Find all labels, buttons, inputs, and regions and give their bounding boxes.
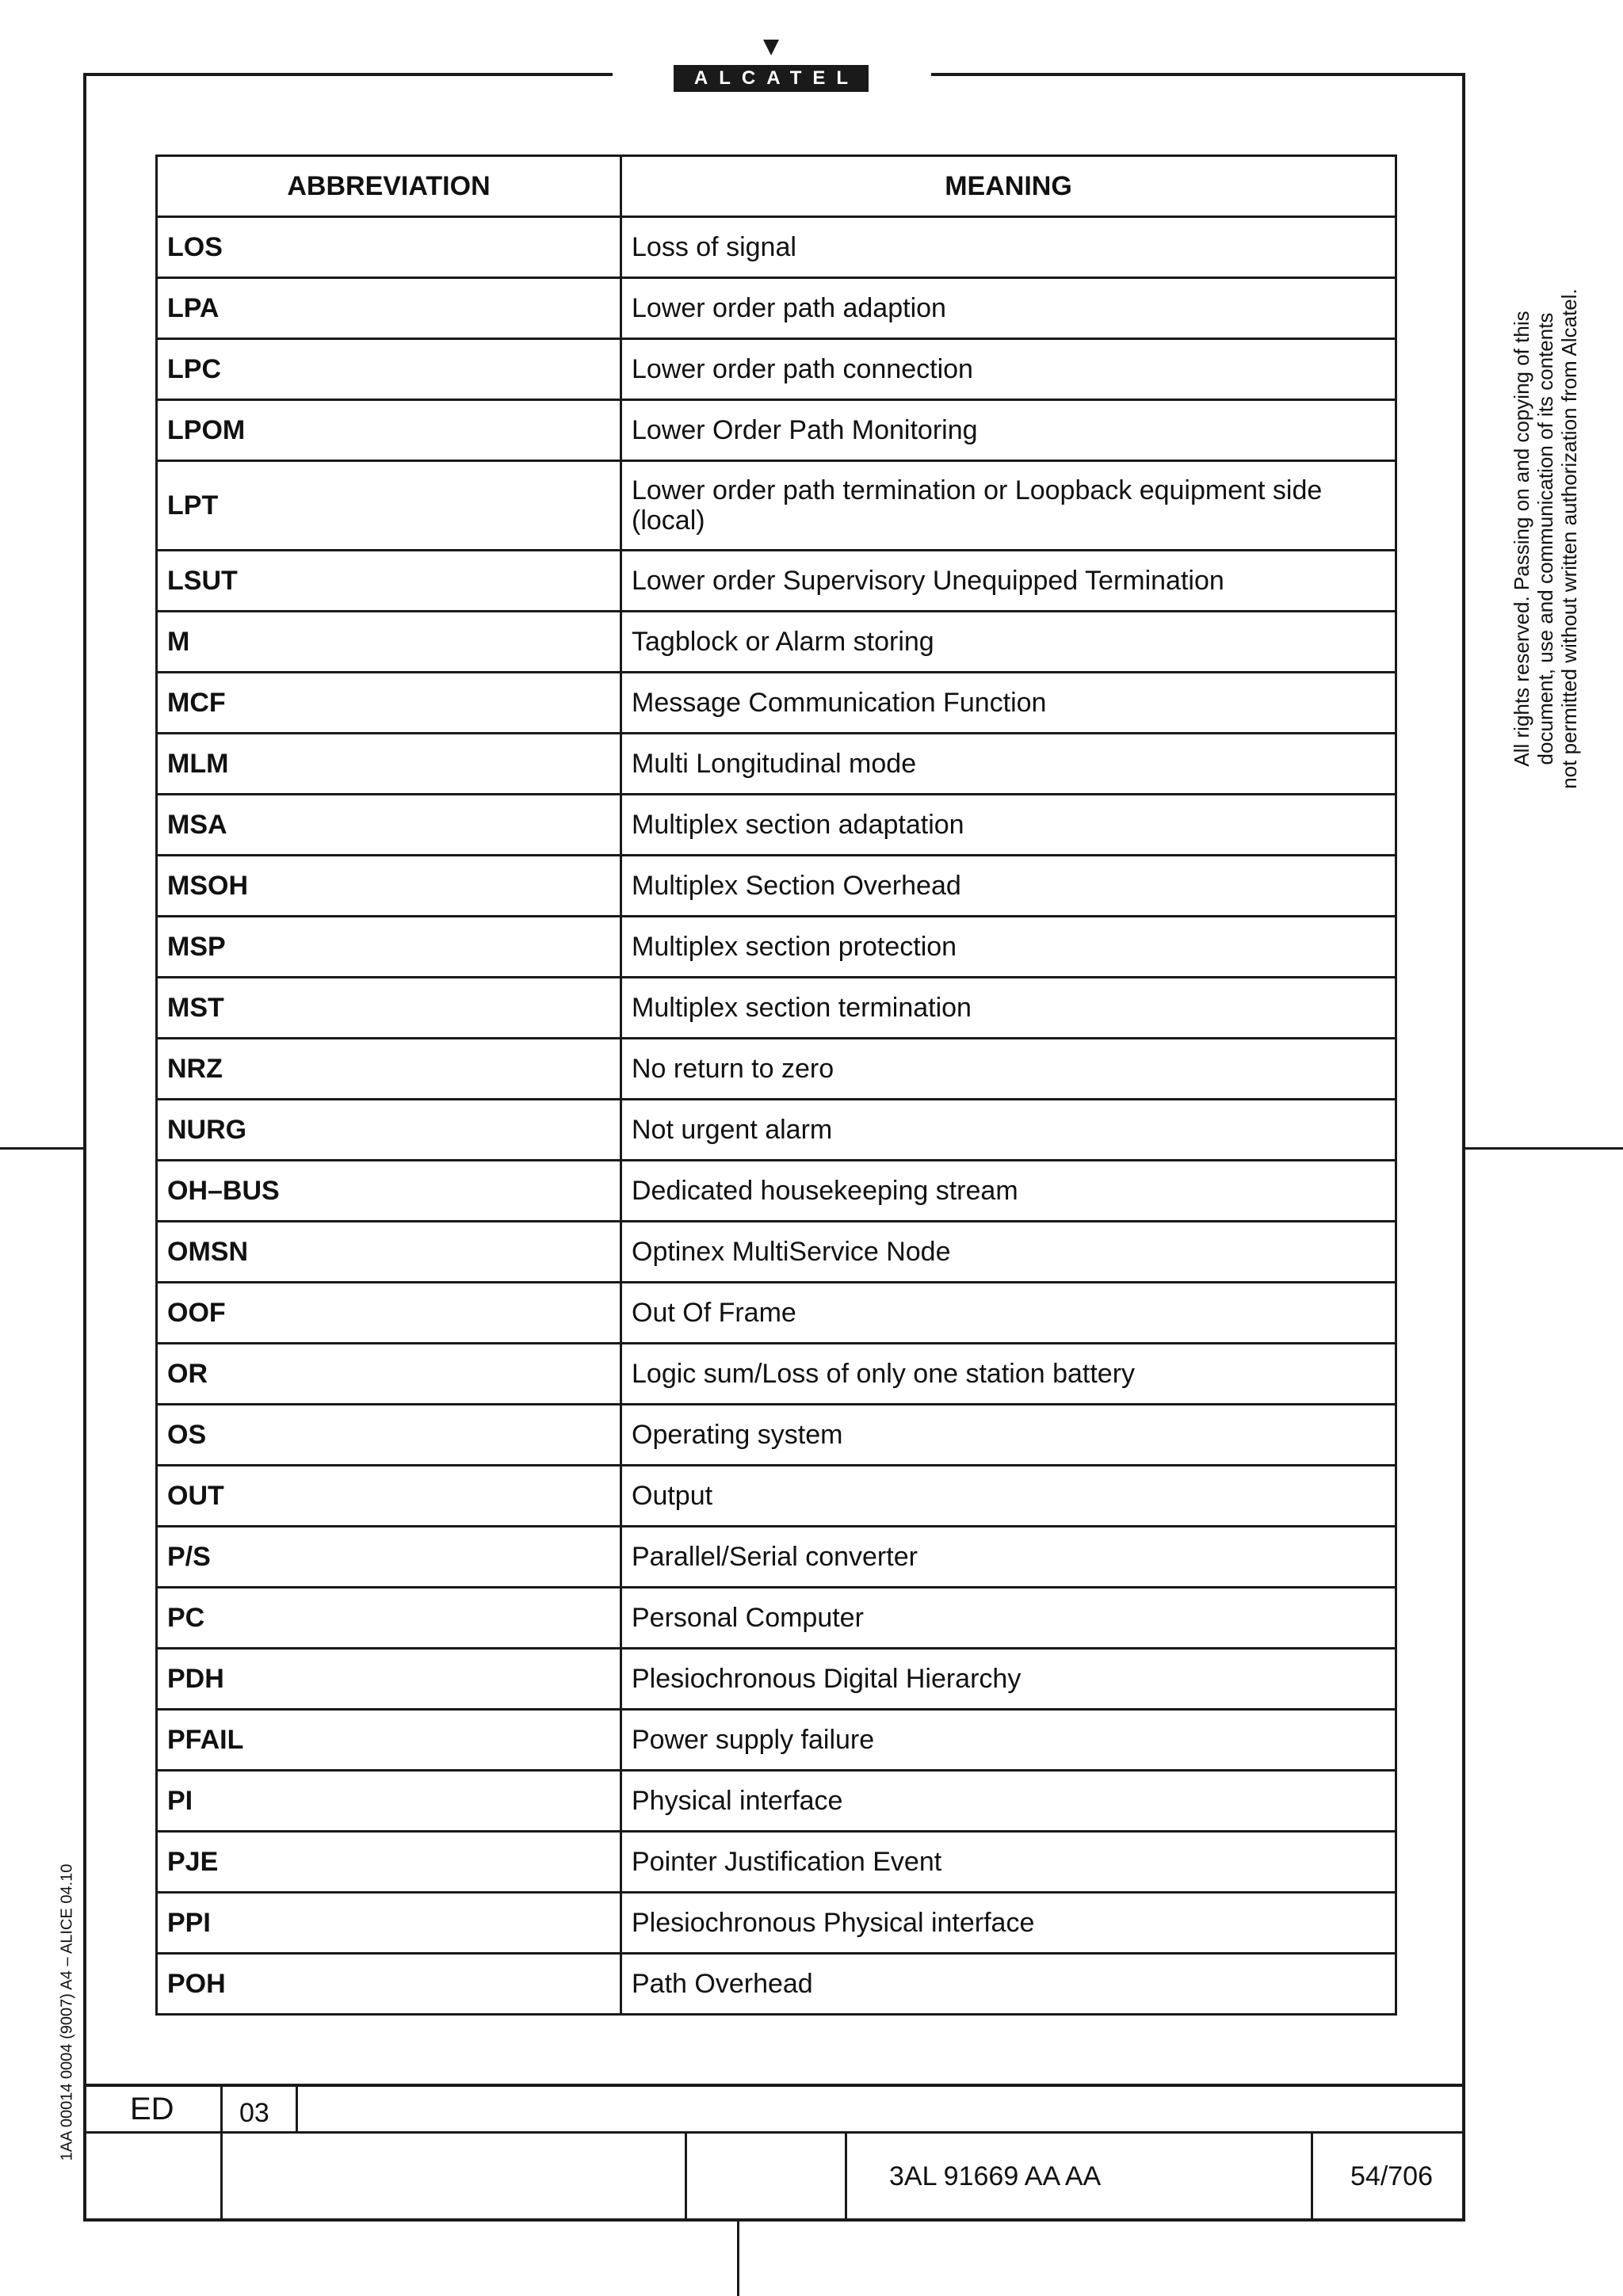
meaning-cell: Pointer Justification Event [621,1832,1396,1893]
table-row [157,1344,1396,1405]
table-row [157,1222,1396,1283]
table-row [157,1588,1396,1649]
meaning-cell: Multiplex section protection [621,917,1396,978]
meaning-cell: Lower order path termination or Loopback equipment side (local) [621,461,1396,551]
abbreviation-cell: OH–BUS [157,1161,621,1222]
meaning-cell: Path Overhead [621,1954,1396,2015]
meaning-cell: Output [621,1466,1396,1527]
table-row [157,1527,1396,1588]
logo-text: ALCATEL [674,65,869,92]
abbreviation-cell: OS [157,1405,621,1466]
abbreviation-cell: PDH [157,1649,621,1710]
meaning-cell: Parallel/Serial converter [621,1527,1396,1588]
abbreviation-cell: LOS [157,217,621,278]
rights-notice-line: All rights reserved. Passing on and copying of this [1510,311,1533,767]
frame-left-border [83,73,86,2222]
table-body [157,217,1396,2015]
meaning-cell: Tagblock or Alarm storing [621,612,1396,673]
table-row [157,673,1396,734]
abbreviation-cell: POH [157,1954,621,2015]
abbreviation-cell: LSUT [157,551,621,612]
table-row [157,1039,1396,1100]
meaning-cell: Lower order path connection [621,339,1396,400]
table-row [157,551,1396,612]
frame-top-border-left [83,73,613,76]
abbreviation-cell: MSP [157,917,621,978]
meaning-cell: Lower order path adaption [621,278,1396,339]
table-row [157,461,1396,551]
alcatel-logo [674,40,869,93]
abbreviation-cell: LPT [157,461,621,551]
footer-middle-rule [83,2131,1465,2134]
abbreviation-cell: MLM [157,734,621,795]
abbreviation-cell: M [157,612,621,673]
meaning-cell: Optinex MultiService Node [621,1222,1396,1283]
meaning-cell: Message Communication Function [621,673,1396,734]
footer-divider [1311,2133,1313,2220]
table-row [157,1954,1396,2015]
meaning-cell: Multiplex Section Overhead [621,856,1396,917]
table-row [157,400,1396,461]
table-row [157,217,1396,278]
table-row [157,1893,1396,1954]
frame-top-border-right [931,73,1465,76]
abbreviation-cell: MCF [157,673,621,734]
footer-top-rule [83,2084,1465,2087]
footer-divider [685,2133,687,2220]
footer-divider [220,2085,223,2220]
footer-divider [296,2085,298,2133]
fold-mark-right [1465,1147,1623,1150]
meaning-cell: Multiplex section adaptation [621,795,1396,856]
meaning-cell: Multiplex section termination [621,978,1396,1039]
meaning-cell: Out Of Frame [621,1283,1396,1344]
table-row [157,917,1396,978]
document-code: 3AL 91669 AA AA [889,2161,1102,2191]
fold-mark-left [0,1147,83,1150]
abbreviation-cell: MSA [157,795,621,856]
meaning-cell: Dedicated housekeeping stream [621,1161,1396,1222]
abbreviation-cell: OMSN [157,1222,621,1283]
header-abbreviation: ABBREVIATION [157,156,621,217]
abbreviation-cell: OOF [157,1283,621,1344]
table-row [157,734,1396,795]
abbreviation-cell: LPC [157,339,621,400]
table-row [157,1771,1396,1832]
meaning-cell: Plesiochronous Physical interface [621,1893,1396,1954]
abbreviation-cell: PFAIL [157,1710,621,1771]
abbreviation-cell: P/S [157,1527,621,1588]
meaning-cell: Personal Computer [621,1588,1396,1649]
header-meaning: MEANING [621,156,1396,217]
meaning-cell: Plesiochronous Digital Hierarchy [621,1649,1396,1710]
meaning-cell: Logic sum/Loss of only one station battery [621,1344,1396,1405]
form-code: 1AA 00014 0004 (9007) A4 – ALICE 04.10 [58,1863,76,2161]
meaning-cell: Multi Longitudinal mode [621,734,1396,795]
table-row [157,1283,1396,1344]
abbreviation-cell: OR [157,1344,621,1405]
table-row [157,1405,1396,1466]
table-row [157,339,1396,400]
table-row [157,1466,1396,1527]
rights-notice-line: not permitted without written authorization from Alcatel. [1557,288,1581,789]
abbreviation-cell: LPA [157,278,621,339]
logo-arrow-icon [763,40,779,55]
table-row [157,1649,1396,1710]
table-header-row [157,156,1396,217]
edition-label: ED [130,2092,174,2126]
meaning-cell: Loss of signal [621,217,1396,278]
page-number: 54/706 [1350,2161,1433,2191]
table-row [157,1832,1396,1893]
abbreviation-cell: MSOH [157,856,621,917]
table-row [157,978,1396,1039]
abbreviation-cell: PC [157,1588,621,1649]
abbreviation-cell: PI [157,1771,621,1832]
abbreviation-cell: NURG [157,1100,621,1161]
table-row [157,1710,1396,1771]
table-row [157,278,1396,339]
rights-notice-line: document, use and communication of its contents [1533,312,1557,765]
table-row [157,856,1396,917]
fold-mark-bottom [737,2222,739,2296]
abbreviation-cell: PJE [157,1832,621,1893]
meaning-cell: Physical interface [621,1771,1396,1832]
table-row [157,612,1396,673]
abbreviation-cell: PPI [157,1893,621,1954]
abbreviation-table [155,154,1397,2016]
meaning-cell: No return to zero [621,1039,1396,1100]
meaning-cell: Power supply failure [621,1710,1396,1771]
table-row [157,795,1396,856]
rights-notice [1510,261,1581,816]
table-row [157,1100,1396,1161]
table-row [157,1161,1396,1222]
meaning-cell: Not urgent alarm [621,1100,1396,1161]
frame-bottom-border [83,2218,1465,2222]
meaning-cell: Operating system [621,1405,1396,1466]
edition-number: 03 [239,2098,269,2128]
meaning-cell: Lower Order Path Monitoring [621,400,1396,461]
abbreviation-cell: MST [157,978,621,1039]
footer-divider [845,2133,847,2220]
meaning-cell: Lower order Supervisory Unequipped Termination [621,551,1396,612]
abbreviation-cell: LPOM [157,400,621,461]
abbreviation-cell: OUT [157,1466,621,1527]
abbreviation-cell: NRZ [157,1039,621,1100]
